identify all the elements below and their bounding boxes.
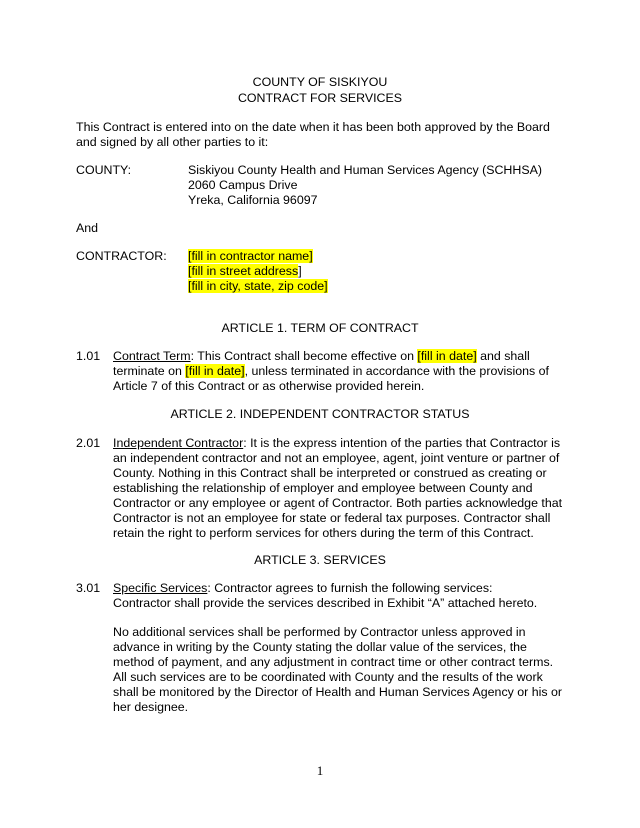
terminate-text-end: , unless terminated in accordance with the provisions of (244, 364, 549, 378)
termination-date-field: [fill in date] (185, 364, 245, 378)
section-2-01-line-4: establishing the relationship of employer and employee between County and (113, 481, 533, 495)
article-1-heading: ARTICLE 1. TERM OF CONTRACT (221, 321, 419, 335)
page-number: 1 (316, 763, 324, 778)
services-para-line-5: shall be monitored by the Director of Health and Human Services Agency or his or (113, 685, 563, 699)
contract-term-text: : This Contract shall become effective on (190, 349, 418, 363)
services-para-line-6: her designee. (113, 700, 189, 714)
section-2-01-number: 2.01 (76, 436, 101, 450)
contract-term-label: Contract Term (113, 349, 191, 363)
county-street: 2060 Campus Drive (188, 178, 298, 192)
section-1-01-line-1 (113, 349, 530, 364)
county-agency: Siskiyou County Health and Human Services Agency (SCHHSA) (188, 163, 542, 177)
section-2-01-line-3: County. Nothing in this Contract shall be interpreted or construed as creating or (113, 466, 547, 480)
specific-services-text: : Contractor agrees to furnish the following services: (207, 581, 493, 595)
services-para-line-4: All such services are to be coordinated with County and the results of the work (113, 670, 543, 684)
title-county: COUNTY OF SISKIYOU (252, 75, 388, 89)
services-para-line-3: method of payment, and any adjustment in contract time or other contract terms. (113, 655, 554, 669)
contractor-street-highlight: [fill in street address (188, 264, 299, 278)
section-1-01-line-2 (113, 364, 549, 379)
section-2-01-line-2: an independent contractor and not an employee, agent, joint venture or partner of (113, 451, 560, 465)
contractor-label: CONTRACTOR: (76, 249, 167, 263)
county-label: COUNTY: (76, 163, 132, 177)
contractor-city-highlight: [fill in city, state, zip code] (188, 279, 328, 293)
section-2-01-line-1 (113, 436, 560, 451)
section-1-01-number: 1.01 (76, 349, 101, 363)
independent-contractor-text: : It is the express intention of the parties that Contractor is (243, 436, 561, 450)
terminate-text: terminate on (113, 364, 186, 378)
section-2-01-line-6: Contractor is not an employee for state or federal tax purposes. Contractor shall (113, 511, 551, 525)
services-para-line-2: advance in writing by the County stating the dollar value of the services, the (113, 640, 527, 654)
and-text: And (76, 221, 99, 235)
section-3-01-number: 3.01 (76, 581, 101, 595)
section-2-01-line-5: Contractor or any employee or agent of Contractor. Both parties acknowledge that (113, 496, 563, 510)
section-2-01-line-7: retain the right to perform services for others during the term of this Contract. (113, 526, 534, 540)
section-3-01-line-1 (113, 581, 492, 596)
county-city: Yreka, California 96097 (188, 193, 318, 207)
intro-line-2: and signed by all other parties to it: (76, 135, 269, 149)
intro-line-1: This Contract is entered into on the date when it has been both approved by the Board (76, 120, 550, 134)
contractor-name-highlight: [fill in contractor name] (188, 249, 313, 263)
specific-services-label: Specific Services (113, 581, 208, 595)
contractor-name-field (188, 249, 313, 264)
contractor-street-bracket: ] (298, 264, 302, 278)
services-para-line-1: No additional services shall be performed by Contractor unless approved in (113, 625, 526, 639)
section-1-01-line-3: Article 7 of this Contract or as otherwise provided herein. (113, 379, 425, 393)
contractor-city-field (188, 279, 328, 294)
effective-date-field: [fill in date] (417, 349, 477, 363)
contract-term-text-end: and shall (476, 349, 530, 363)
title-contract: CONTRACT FOR SERVICES (237, 91, 403, 105)
contractor-street-field (188, 264, 302, 279)
article-3-heading: ARTICLE 3. SERVICES (254, 553, 386, 567)
article-2-heading: ARTICLE 2. INDEPENDENT CONTRACTOR STATUS (170, 407, 470, 421)
section-3-01-line-2: Contractor shall provide the services described in Exhibit “A” attached hereto. (113, 596, 538, 610)
independent-contractor-label: Independent Contractor (113, 436, 244, 450)
